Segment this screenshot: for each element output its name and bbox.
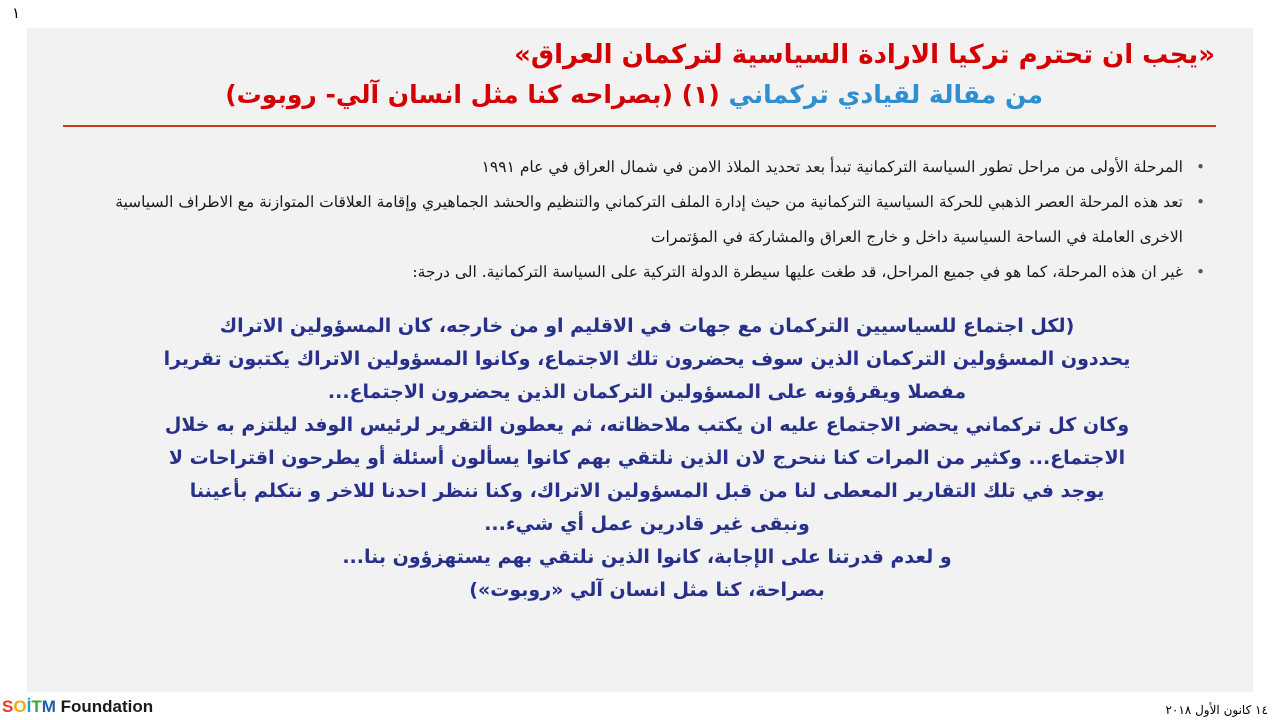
footer-date: ١٤ كانون الأول ٢٠١٨	[1165, 703, 1268, 717]
logo-letter: O	[13, 697, 27, 716]
subtitle-source: من مقالة لقيادي تركماني	[728, 80, 1043, 109]
quote-line: ونبقى غير قادرين عمل أي شيء...	[484, 513, 810, 535]
bullet-icon: •	[1196, 158, 1205, 176]
logo-letter: S	[2, 697, 14, 716]
quote-line: يحددون المسؤولين التركمان الذين سوف يحضرون تلك الاجتماع، وكانوا المسؤولين الاتراك يكتبون تقريرا	[163, 348, 1131, 370]
logo-letter: M	[41, 697, 56, 716]
subtitle-reference: (١)	[681, 80, 720, 109]
logo-letter: İ	[26, 697, 32, 716]
quote-line: (لكل اجتماع للسياسيين التركمان مع جهات في الاقليم او من خارجه، كان المسؤولين الاتراك	[219, 315, 1075, 337]
slide-title: «يجب ان تحترم تركيا الارادة السياسية لتركمان العراق»	[514, 40, 1215, 70]
bullet-icon: •	[1196, 193, 1205, 211]
bullet-item	[95, 185, 1205, 255]
slide-panel	[27, 28, 1253, 692]
quote-line: الاجتماع... وكثير من المرات كنا ننحرج لان الذين نلتقي بهم كانوا يسألون أسئلة أو يطرحون اقتراحات لا	[168, 447, 1126, 469]
quote-line: مفصلا ويقرؤونه على المسؤولين التركمان الذين يحضرون الاجتماع...	[327, 381, 967, 403]
foundation-logo	[2, 697, 153, 717]
quote-line: بصراحة، كنا مثل انسان آلي «روبوت»)	[469, 579, 825, 601]
logo-text: Foundation	[55, 697, 154, 716]
bullet-icon: •	[1196, 263, 1205, 281]
bullet-item	[95, 150, 1205, 185]
bullet-item	[95, 255, 1205, 290]
title-divider	[63, 125, 1216, 127]
bullet-text: المرحلة الأولى من مراحل تطور السياسة التركمانية تبدأ بعد تحديد الملاذ الامن في شمال العراق في عام ١٩٩١	[481, 158, 1183, 176]
subtitle-quote: (بصراحه كنا مثل انسان آلي- روبوت)	[225, 80, 673, 109]
page-number: ١	[12, 4, 21, 22]
quote-line: وكان كل تركماني يحضر الاجتماع عليه ان يكتب ملاحظاته، ثم يعطون التقرير لرئيس الوفد ليلتزم به خلال	[164, 414, 1130, 436]
quote-block	[87, 310, 1207, 607]
bullet-text: غير ان هذه المرحلة، كما هو في جميع المراحل، قد طغت عليها سيطرة الدولة التركية على السياسة التركمانية. الى درجة:	[412, 263, 1183, 281]
slide-subtitle	[225, 80, 1043, 109]
logo-letter: T	[31, 697, 42, 716]
quote-line: و لعدم قدرتنا على الإجابة، كانوا الذين نلتقي بهم يستهزؤون بنا...	[342, 546, 952, 568]
bullet-list	[95, 150, 1205, 290]
quote-line: يوجد في تلك التقارير المعطى لنا من قبل المسؤولين الاتراك، وكنا ننظر احدنا للاخر و نتكلم بأعيننا	[189, 480, 1105, 502]
bullet-text: تعد هذه المرحلة العصر الذهبي للحركة السياسية التركمانية من حيث إدارة الملف التركماني والتنظيم والحشد الجماهيري وإقامة العلاقات المتوازنة مع الاطراف السياسية الاخرى العاملة في الساحة السياسية داخل و خارج العراق والمشاركة في المؤتمرات	[115, 193, 1183, 246]
